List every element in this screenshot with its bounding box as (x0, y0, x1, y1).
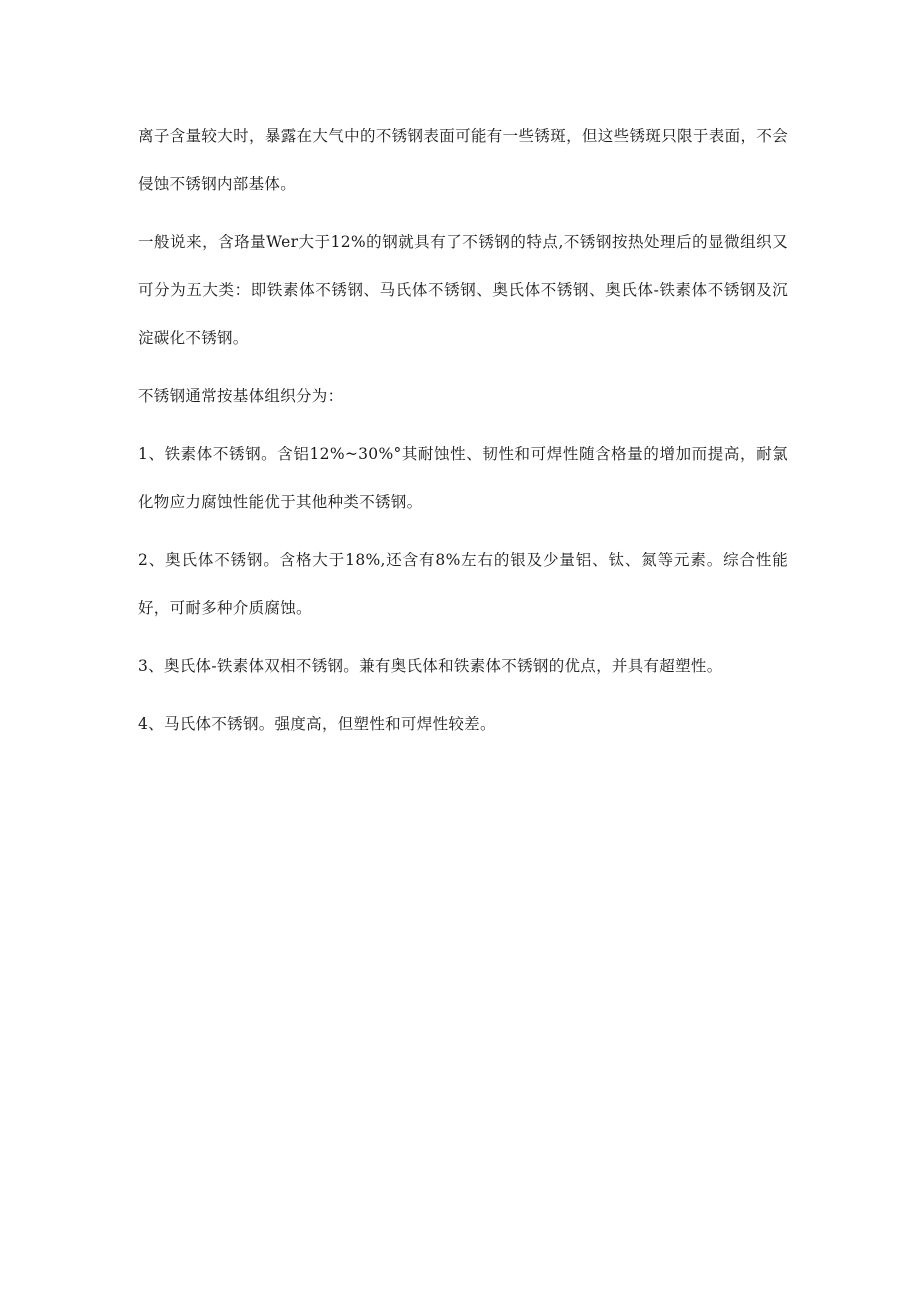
paragraph-martensitic: 4、马氏体不锈钢。强度高，但塑性和可焊性较差。 (138, 715, 496, 733)
paragraph-rust-spots: 离子含量较大时，暴露在大气中的不锈钢表面可能有一些锈斑，但这些锈斑只限于表面，不会侵蚀不锈钢内部基体。 (138, 127, 788, 193)
paragraph-matrix-heading: 不锈钢通常按基体组织分为： (138, 387, 344, 405)
paragraph-ferritic: 1、铁素体不锈钢。含铝12%~30%°其耐蚀性、韧性和可焊性随含格量的增加而提高，耐氯化物应力腐蚀性能优于其他种类不锈钢。 (138, 445, 788, 511)
paragraph-austenitic: 2、奥氏体不锈钢。含格大于18%,还含有8%左右的银及少量铝、钛、氮等元素。综合性能好，可耐多种介质腐蚀。 (138, 551, 788, 617)
document-body (138, 112, 788, 758)
paragraph-duplex: 3、奥氏体-铁素体双相不锈钢。兼有奥氏体和铁素体不锈钢的优点，并具有超塑性。 (138, 657, 723, 675)
paragraph-classification-intro: 一般说来，含珞量Wer大于12%的钢就具有了不锈钢的特点,不锈钢按热处理后的显微组织又可分为五大类：即铁素体不锈钢、马氏体不锈钢、奥氏体不锈钢、奥氏体-铁素体不锈钢及沉淀碳化不锈钢。 (138, 233, 788, 347)
